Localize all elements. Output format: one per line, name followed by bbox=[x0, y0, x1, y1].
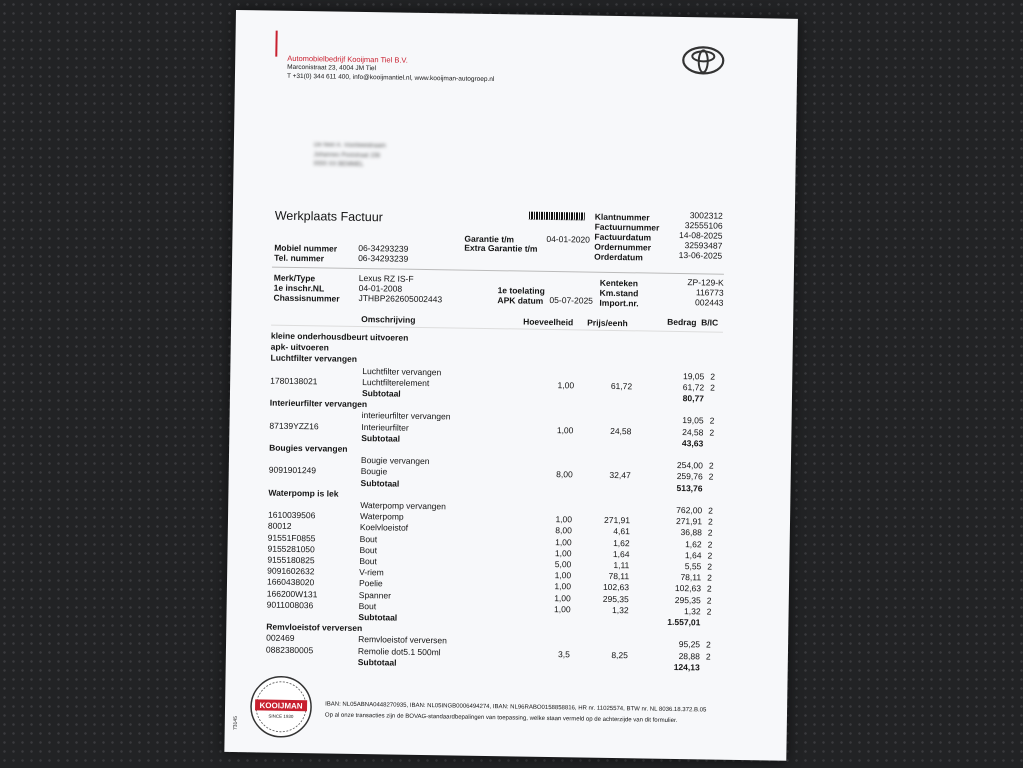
svg-text:SINCE 1930: SINCE 1930 bbox=[268, 713, 294, 719]
item-price: 1,64 bbox=[612, 548, 630, 560]
item-amount: 95,25 bbox=[678, 639, 701, 650]
item-quantity: 1,00 bbox=[554, 570, 572, 581]
item-price bbox=[569, 458, 631, 459]
value-kmstand: 116773 bbox=[695, 287, 724, 298]
section-heading: Luchtfilter vervangen bbox=[270, 352, 358, 365]
item-description: Luchtfilter vervangen bbox=[362, 365, 442, 377]
item-description: Waterpomp vervangen bbox=[360, 500, 446, 512]
item-quantity: 1,00 bbox=[556, 424, 574, 435]
subtotal-amount: 43,63 bbox=[681, 437, 704, 449]
item-amount: 1,32 bbox=[683, 605, 701, 617]
subtotal-label: Subtotaal bbox=[361, 388, 401, 399]
invoice-paper bbox=[224, 10, 798, 761]
item-code: 87139YZZ16 bbox=[269, 420, 319, 431]
value-tel: 06-34293239 bbox=[358, 252, 409, 264]
item-amount: 271,91 bbox=[675, 516, 703, 527]
item-bic: 2 bbox=[709, 427, 715, 438]
item-bic: 2 bbox=[707, 550, 713, 561]
item-description: Bout bbox=[359, 533, 378, 544]
item-price: 102,63 bbox=[602, 582, 630, 593]
recipient-line: De heer A. Voorbeeldnaam bbox=[313, 142, 386, 150]
svg-text:KOOIJMAN: KOOIJMAN bbox=[259, 700, 303, 711]
item-code: 9155180825 bbox=[267, 554, 315, 566]
divider bbox=[272, 267, 724, 275]
label-apk: APK datum bbox=[497, 295, 544, 306]
item-price bbox=[570, 414, 632, 415]
company-address: Marconistraat 23, 4004 JM Tiel bbox=[287, 63, 377, 73]
subtotal-amount: 513,76 bbox=[676, 482, 703, 493]
value-merk: Lexus RZ IS-F bbox=[358, 272, 414, 284]
barcode bbox=[529, 212, 585, 221]
item-quantity: 1,00 bbox=[554, 581, 572, 592]
item-price: 295,35 bbox=[602, 593, 629, 604]
item-bic: 2 bbox=[705, 651, 711, 662]
item-amount: 295,35 bbox=[674, 594, 701, 605]
item-code: 9155281050 bbox=[267, 543, 315, 555]
item-description: Bougie vervangen bbox=[360, 455, 430, 467]
footer-bank: IBAN: NL05ABNA0448270935, IBAN: NL05INGB0006494274, IBAN: NL96RABO0158858816, HR nr. 11025574, BTW nr. NL 8036.18.372.B.05 bbox=[325, 701, 707, 714]
item-description: Bout bbox=[358, 600, 377, 612]
item-amount: 762,00 bbox=[676, 504, 703, 516]
item-code: 002469 bbox=[266, 632, 295, 644]
item-bic: 2 bbox=[707, 539, 713, 550]
item-code: 1610039506 bbox=[267, 509, 316, 521]
item-amount: 36,88 bbox=[680, 527, 702, 538]
item-amount: 254,00 bbox=[676, 460, 703, 471]
item-price bbox=[568, 503, 630, 504]
label-extra-garantie: Extra Garantie t/m bbox=[464, 242, 538, 254]
item-quantity bbox=[518, 502, 572, 503]
item-bic: 2 bbox=[706, 583, 712, 594]
subtotal-label: Subtotaal bbox=[361, 432, 401, 444]
item-quantity: 1,00 bbox=[554, 603, 571, 615]
value-klantnummer: 3002312 bbox=[689, 210, 723, 221]
company-name: Automobielbedrijf Kooijman Tiel B.V. bbox=[287, 53, 408, 65]
recipient-address bbox=[313, 141, 386, 171]
item-code: 80012 bbox=[267, 520, 292, 532]
item-amount: 1,64 bbox=[684, 549, 702, 561]
section-heading: Waterpomp is lek bbox=[268, 487, 339, 499]
value-mobiel: 06-34293239 bbox=[358, 242, 409, 254]
recipient-line: Johannes Poststraat 156 bbox=[313, 151, 381, 159]
value-garantie: 04-01-2020 bbox=[546, 233, 591, 245]
item-bic: 2 bbox=[706, 639, 711, 650]
label-importnr: Import.nr. bbox=[599, 297, 639, 309]
item-amount: 19,05 bbox=[682, 415, 704, 426]
item-quantity bbox=[516, 637, 570, 638]
col-bic: B/IC bbox=[701, 317, 719, 328]
item-code: 1780138021 bbox=[270, 375, 318, 387]
label-garantie: Garantie t/m bbox=[464, 233, 515, 245]
item-quantity bbox=[519, 458, 573, 459]
company-contact: T +31(0) 344 611 400, info@kooijmantiel.nl, www.kooijman-autogroep.nl bbox=[286, 72, 495, 83]
label-factuurdatum: Factuurdatum bbox=[594, 231, 652, 243]
label-orderdatum: Orderdatum bbox=[594, 251, 643, 263]
item-bic: 2 bbox=[707, 572, 712, 583]
item-quantity bbox=[520, 413, 574, 414]
subtotal-label: Subtotaal bbox=[360, 477, 400, 489]
label-inschr: 1e inschr.NL bbox=[273, 282, 325, 294]
label-mobiel: Mobiel nummer bbox=[274, 242, 338, 254]
item-price: 78,11 bbox=[608, 571, 630, 582]
item-bic: 2 bbox=[710, 382, 715, 393]
item-description: Luchtfilterelement bbox=[362, 376, 430, 388]
item-price: 271,91 bbox=[603, 515, 631, 526]
item-amount: 61,72 bbox=[682, 381, 705, 393]
item-description: Poelie bbox=[358, 578, 383, 589]
item-description: Remvloeistof verversen bbox=[358, 634, 448, 646]
value-inschr: 04-01-2008 bbox=[358, 282, 403, 294]
item-price: 4,61 bbox=[613, 526, 630, 537]
item-bic: 2 bbox=[706, 595, 712, 606]
footer-text bbox=[325, 699, 707, 728]
item-quantity: 8,00 bbox=[556, 469, 573, 480]
item-description: Interieurfilter bbox=[361, 421, 409, 433]
item-quantity: 1,00 bbox=[554, 592, 571, 603]
item-description: Remolie dot5.1 500ml bbox=[357, 645, 441, 657]
item-price: 61,72 bbox=[610, 380, 633, 392]
item-code: 1660438020 bbox=[266, 576, 315, 588]
footer-terms: Op al onze transacties zijn de BOVAG-standaardbepalingen van toepassing, welke staan vermeld op de achterzijde van dit formulier. bbox=[324, 712, 678, 725]
subtotal-amount: 1.557,01 bbox=[667, 616, 701, 628]
subtotal-amount: 80,77 bbox=[682, 393, 705, 404]
item-description: Bougie bbox=[360, 466, 388, 477]
item-bic: 2 bbox=[708, 460, 714, 471]
value-factuurdatum: 14-08-2025 bbox=[678, 229, 723, 241]
item-quantity: 1,00 bbox=[557, 379, 575, 391]
item-bic: 2 bbox=[707, 527, 713, 538]
item-amount: 28,88 bbox=[678, 650, 700, 661]
label-toelating: 1e toelating bbox=[497, 285, 545, 296]
item-price bbox=[566, 638, 628, 639]
item-quantity bbox=[520, 368, 574, 369]
item-code: 0882380005 bbox=[265, 644, 314, 655]
kooijman-badge-logo bbox=[249, 674, 314, 739]
item-bic: 2 bbox=[709, 415, 715, 426]
item-description: Bout bbox=[359, 556, 377, 567]
item-code: 9011008036 bbox=[266, 599, 314, 611]
subtotal-label: Subtotaal bbox=[358, 611, 398, 623]
item-code: 166200W131 bbox=[266, 588, 318, 599]
col-omschrijving: Omschrijving bbox=[361, 314, 416, 325]
item-quantity: 1,00 bbox=[554, 547, 572, 559]
section-heading: Remvloeistof verversen bbox=[266, 621, 363, 634]
item-description: Koelvloeistof bbox=[359, 522, 409, 534]
side-code: 73145 bbox=[232, 716, 239, 731]
section-heading: Bougies vervangen bbox=[269, 442, 348, 454]
section-heading: apk- uitvoeren bbox=[270, 341, 329, 353]
label-factuurnummer: Factuurnummer bbox=[594, 221, 660, 233]
item-price bbox=[570, 369, 632, 370]
item-amount: 19,05 bbox=[682, 370, 705, 381]
item-price: 32,47 bbox=[609, 470, 631, 481]
label-klantnummer: Klantnummer bbox=[594, 211, 650, 223]
item-price: 1,62 bbox=[613, 537, 630, 548]
item-code: 91551F0855 bbox=[267, 532, 316, 543]
item-bic: 2 bbox=[707, 561, 713, 572]
invoice-title: Werkplaats Factuur bbox=[274, 208, 384, 225]
item-quantity: 1,00 bbox=[555, 536, 572, 547]
item-bic: 2 bbox=[710, 371, 716, 382]
item-code: 9091602632 bbox=[267, 565, 315, 577]
item-bic: 2 bbox=[706, 606, 712, 617]
item-price: 24,58 bbox=[610, 425, 632, 436]
item-code: 9091901249 bbox=[268, 464, 317, 476]
recipient-line: 0000 XX BEMMEL bbox=[313, 161, 364, 169]
item-bic: 2 bbox=[708, 505, 714, 516]
item-quantity: 3,5 bbox=[558, 648, 571, 659]
label-kmstand: Km.stand bbox=[599, 287, 639, 299]
item-description: Spanner bbox=[358, 589, 392, 601]
section-heading: Interieurfilter vervangen bbox=[269, 397, 368, 410]
subtotal-label: Subtotaal bbox=[357, 656, 397, 668]
item-description: Bout bbox=[359, 544, 378, 556]
item-quantity: 5,00 bbox=[554, 559, 572, 570]
brand-bar bbox=[275, 31, 277, 57]
value-chassis: JTHBP262605002443 bbox=[358, 292, 443, 305]
value-kenteken: ZP-129-K bbox=[687, 277, 724, 288]
label-merk: Merk/Type bbox=[273, 272, 316, 284]
col-hoeveelheid: Hoeveelheid bbox=[523, 316, 574, 328]
label-tel: Tel. nummer bbox=[274, 252, 325, 264]
item-description: Waterpomp bbox=[359, 511, 404, 522]
item-description: V-riem bbox=[359, 567, 384, 578]
item-price: 8,25 bbox=[611, 649, 628, 660]
item-price: 1,11 bbox=[613, 559, 630, 571]
item-amount: 102,63 bbox=[674, 583, 702, 594]
col-prijs: Prijs/eenh bbox=[587, 317, 628, 329]
value-importnr: 002443 bbox=[695, 297, 724, 308]
label-ordernummer: Ordernummer bbox=[594, 241, 652, 253]
toyota-logo-icon bbox=[681, 45, 725, 76]
label-kenteken: Kenteken bbox=[599, 277, 639, 289]
item-amount: 5,55 bbox=[684, 561, 702, 572]
item-description: interieurfilter vervangen bbox=[361, 410, 451, 422]
subtotal-amount: 124,13 bbox=[673, 661, 700, 673]
col-bedrag: Bedrag bbox=[667, 316, 697, 328]
item-amount: 1,62 bbox=[685, 538, 702, 549]
section-heading: kleine onderhousdbeurt uitvoeren bbox=[270, 330, 409, 343]
value-ordernummer: 32593487 bbox=[684, 240, 723, 251]
item-amount: 24,58 bbox=[682, 426, 704, 437]
item-amount: 78,11 bbox=[680, 572, 702, 583]
item-bic: 2 bbox=[708, 471, 714, 482]
value-factuurnummer: 32555106 bbox=[684, 220, 723, 231]
value-orderdatum: 13-06-2025 bbox=[678, 249, 723, 261]
company-header bbox=[287, 54, 495, 85]
value-apk: 05-07-2025 bbox=[549, 294, 594, 306]
item-price: 1,32 bbox=[612, 604, 629, 616]
label-chassis: Chassisnummer bbox=[273, 292, 340, 304]
item-quantity: 8,00 bbox=[555, 525, 572, 536]
item-bic: 2 bbox=[707, 516, 713, 527]
item-amount: 259,76 bbox=[676, 471, 703, 482]
item-quantity: 1,00 bbox=[555, 514, 573, 525]
